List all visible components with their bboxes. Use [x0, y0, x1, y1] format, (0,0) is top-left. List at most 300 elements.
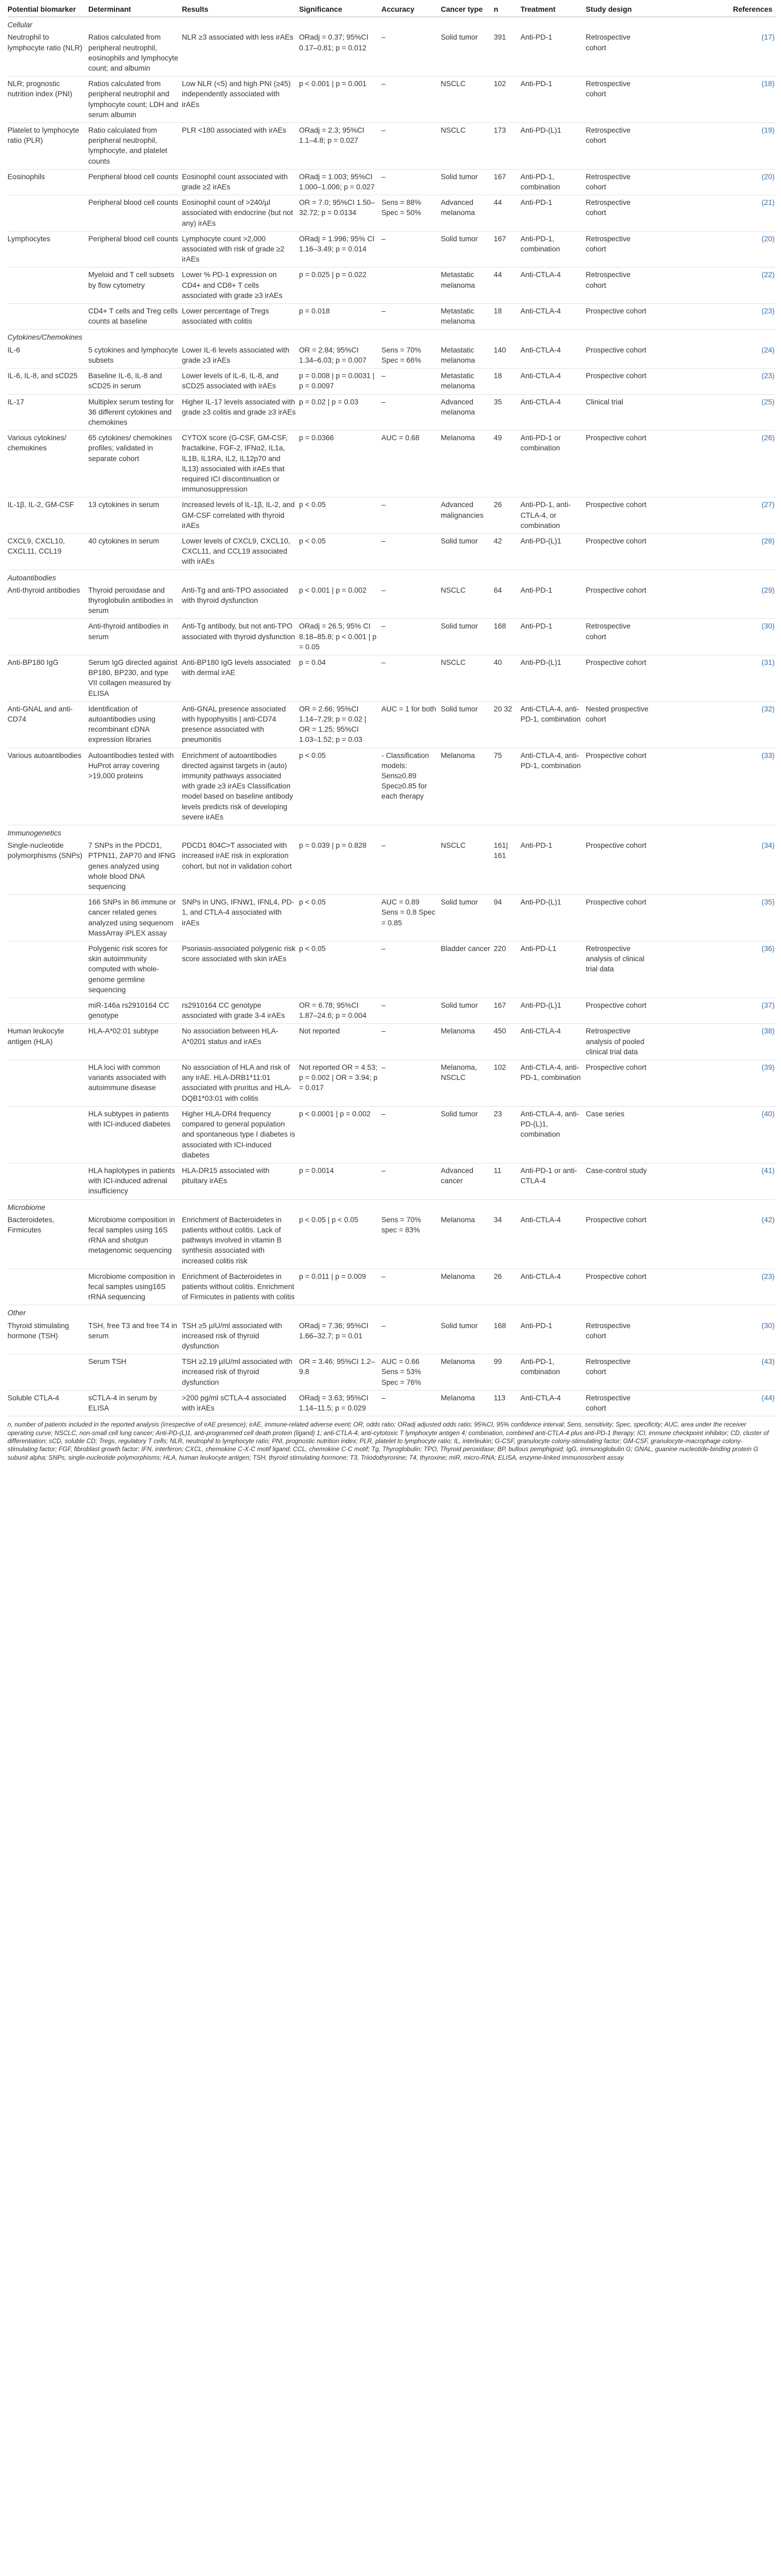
- header-determinant: Determinant: [88, 3, 182, 17]
- cell-significance: p < 0.001 | p = 0.001: [299, 76, 381, 123]
- cell-study-design: Prospective cohort: [586, 895, 655, 941]
- table-row: [7, 941, 776, 998]
- cell-significance: p < 0.05 | p < 0.05: [299, 1213, 381, 1269]
- cell-n: 391: [494, 30, 520, 76]
- cell-significance: Not reported OR = 4.53; p = 0.002 | OR = 3.94; p = 0.017: [299, 1060, 381, 1107]
- reference-link[interactable]: (34): [761, 841, 775, 850]
- cell-biomarker: Single-nucleotide polymorphisms (SNPs): [7, 838, 88, 895]
- cell-biomarker: IL-17: [7, 394, 88, 431]
- cell-cancer-type: Solid tumor: [441, 231, 494, 267]
- cell-treatment: Anti-PD-L1: [520, 941, 586, 998]
- table-body: [7, 17, 776, 1416]
- cell-cancer-type: Melanoma: [441, 1390, 494, 1416]
- cell-significance: p = 0.0014: [299, 1163, 381, 1199]
- section-label: Cytokines/Chemokines: [7, 333, 82, 342]
- cell-reference[interactable]: [655, 304, 776, 329]
- cell-reference[interactable]: [655, 1213, 776, 1269]
- cell-treatment: Anti-PD-(L)1: [520, 123, 586, 170]
- header-n: n: [494, 3, 520, 17]
- cell-cancer-type: Melanoma: [441, 1024, 494, 1060]
- cell-n: 167: [494, 169, 520, 195]
- header-cancer-type: Cancer type: [441, 3, 494, 17]
- cell-accuracy: –: [381, 838, 441, 895]
- reference-link[interactable]: (39): [761, 1063, 775, 1072]
- cell-significance: p = 0.018: [299, 304, 381, 329]
- table-row: [7, 30, 776, 76]
- cell-biomarker: Platelet to lymphocyte ratio (PLR): [7, 123, 88, 170]
- cell-accuracy: AUC = 1 for both: [381, 701, 441, 748]
- cell-significance: ORadj = 1.003; 95%CI 1.000–1.006; p = 0.027: [299, 169, 381, 195]
- cell-accuracy: –: [381, 583, 441, 619]
- cell-study-design: Prospective cohort: [586, 1060, 655, 1107]
- cell-reference[interactable]: [655, 701, 776, 748]
- cell-study-design: Retrospective cohort: [586, 619, 655, 655]
- cell-treatment: Anti-CTLA-4: [520, 267, 586, 304]
- cell-reference[interactable]: [655, 941, 776, 998]
- cell-significance: p < 0.0001 | p = 0.002: [299, 1106, 381, 1163]
- cell-cancer-type: Melanoma: [441, 748, 494, 825]
- cell-biomarker: [7, 1106, 88, 1163]
- cell-treatment: Anti-CTLA-4: [520, 1390, 586, 1416]
- table-row: [7, 1269, 776, 1305]
- cell-accuracy: [381, 267, 441, 304]
- cell-accuracy: –: [381, 1269, 441, 1305]
- cell-n: 42: [494, 533, 520, 570]
- cell-study-design: Retrospective cohort: [586, 169, 655, 195]
- reference-link[interactable]: (36): [761, 945, 775, 953]
- section-label: Autoantibodies: [7, 573, 56, 582]
- cell-significance: ORadj = 1.996; 95% CI 1.16–3.49; p = 0.014: [299, 231, 381, 267]
- cell-accuracy: –: [381, 619, 441, 655]
- cell-determinant: Microbiome composition in fecal samples using 16S rRNA and shotgun metagenomic sequencing: [88, 1213, 182, 1269]
- reference-link[interactable]: (25): [761, 397, 775, 406]
- cell-significance: p < 0.001 | p = 0.002: [299, 583, 381, 619]
- cell-reference[interactable]: [655, 431, 776, 497]
- cell-treatment: Anti-CTLA-4: [520, 304, 586, 329]
- section-label: Microbiome: [7, 1203, 45, 1212]
- reference-link[interactable]: (18): [761, 80, 775, 88]
- cell-treatment: Anti-CTLA-4, anti-PD-1, combination: [520, 701, 586, 748]
- cell-results: TSH ≥2.19 µIU/ml associated with increased risk of thyroid dysfunction: [182, 1354, 299, 1391]
- cell-results: NLR ≥3 associated with less irAEs: [182, 30, 299, 76]
- reference-link[interactable]: (17): [761, 33, 775, 42]
- cell-determinant: HLA haplotypes in patients with ICI-induced adrenal insufficiency: [88, 1163, 182, 1199]
- cell-treatment: Anti-PD-1: [520, 30, 586, 76]
- table-row: [7, 1318, 776, 1354]
- reference-link[interactable]: (41): [761, 1166, 775, 1175]
- cell-cancer-type: Metastatic melanoma: [441, 267, 494, 304]
- table-row: [7, 497, 776, 534]
- cell-study-design: Clinical trial: [586, 394, 655, 431]
- table-row: [7, 304, 776, 329]
- cell-study-design: Prospective cohort: [586, 838, 655, 895]
- section-row: [7, 570, 776, 583]
- cell-results: No association between HLA-A*0201 status and irAEs: [182, 1024, 299, 1060]
- cell-significance: OR = 3.46; 95%CI 1.2–9.8: [299, 1354, 381, 1391]
- cell-n: 44: [494, 195, 520, 232]
- cell-reference[interactable]: [655, 30, 776, 76]
- cell-n: 40: [494, 655, 520, 701]
- cell-study-design: Prospective cohort: [586, 533, 655, 570]
- cell-cancer-type: Solid tumor: [441, 1106, 494, 1163]
- cell-reference[interactable]: [655, 1106, 776, 1163]
- reference-link[interactable]: (22): [761, 271, 775, 279]
- cell-cancer-type: Solid tumor: [441, 169, 494, 195]
- cell-biomarker: [7, 1060, 88, 1107]
- cell-study-design: Case series: [586, 1106, 655, 1163]
- cell-n: 35: [494, 394, 520, 431]
- cell-n: 220: [494, 941, 520, 998]
- cell-results: Anti-BP180 IgG levels associated with dermal irAE: [182, 655, 299, 701]
- cell-study-design: Prospective cohort: [586, 304, 655, 329]
- cell-treatment: Anti-CTLA-4, anti-PD-1, combination: [520, 748, 586, 825]
- table-row: [7, 895, 776, 941]
- reference-link[interactable]: (40): [761, 1109, 775, 1118]
- cell-biomarker: Various cytokines/ chemokines: [7, 431, 88, 497]
- table-row: [7, 123, 776, 170]
- cell-accuracy: AUC = 0.68: [381, 431, 441, 497]
- cell-cancer-type: Metastatic melanoma: [441, 369, 494, 394]
- reference-link[interactable]: (21): [761, 198, 775, 207]
- reference-link[interactable]: (29): [761, 586, 775, 594]
- cell-study-design: Prospective cohort: [586, 431, 655, 497]
- cell-reference[interactable]: [655, 583, 776, 619]
- cell-determinant: Multiplex serum testing for 36 different cytokines and chemokines: [88, 394, 182, 431]
- cell-treatment: Anti-CTLA-4: [520, 1024, 586, 1060]
- biomarker-table: [7, 3, 776, 1416]
- cell-n: 167: [494, 231, 520, 267]
- cell-n: 94: [494, 895, 520, 941]
- header-results: Results: [182, 3, 299, 17]
- cell-biomarker: [7, 195, 88, 232]
- cell-treatment: Anti-PD-1, combination: [520, 169, 586, 195]
- cell-determinant: Ratio calculated from peripheral neutrophil, lymphocyte, and platelet counts: [88, 123, 182, 170]
- cell-determinant: Serum TSH: [88, 1354, 182, 1391]
- header-significance: Significance: [299, 3, 381, 17]
- cell-cancer-type: NSCLC: [441, 123, 494, 170]
- cell-n: 450: [494, 1024, 520, 1060]
- cell-n: 102: [494, 1060, 520, 1107]
- cell-cancer-type: Metastatic melanoma: [441, 343, 494, 369]
- cell-n: 11: [494, 1163, 520, 1199]
- cell-biomarker: [7, 895, 88, 941]
- cell-n: 75: [494, 748, 520, 825]
- table-row: [7, 1106, 776, 1163]
- cell-determinant: Peripheral blood cell counts: [88, 195, 182, 232]
- section-label: Immunogenetics: [7, 829, 62, 838]
- cell-reference[interactable]: [655, 895, 776, 941]
- cell-biomarker: [7, 1163, 88, 1199]
- cell-biomarker: Neutrophil to lymphocyte ratio (NLR): [7, 30, 88, 76]
- reference-link[interactable]: (23): [761, 1272, 775, 1281]
- cell-treatment: Anti-CTLA-4, anti-PD-1, combination: [520, 1060, 586, 1107]
- cell-significance: p = 0.02 | p = 0.03: [299, 394, 381, 431]
- cell-accuracy: –: [381, 1024, 441, 1060]
- reference-link[interactable]: (35): [761, 898, 775, 907]
- cell-reference[interactable]: [655, 195, 776, 232]
- cell-results: Psoriasis-associated polygenic risk score associated with skin irAEs: [182, 941, 299, 998]
- cell-study-design: Retrospective analysis of pooled clinical trial data: [586, 1024, 655, 1060]
- cell-reference[interactable]: [655, 533, 776, 570]
- reference-link[interactable]: (33): [761, 751, 775, 760]
- table-row: [7, 169, 776, 195]
- reference-link[interactable]: (38): [761, 1027, 775, 1036]
- cell-significance: p = 0.039 | p = 0.828: [299, 838, 381, 895]
- cell-reference[interactable]: [655, 998, 776, 1024]
- reference-link[interactable]: (30): [761, 622, 775, 631]
- cell-significance: p < 0.05: [299, 497, 381, 534]
- cell-cancer-type: Advanced melanoma: [441, 195, 494, 232]
- cell-treatment: Anti-PD-1, combination: [520, 1354, 586, 1391]
- table-row: [7, 231, 776, 267]
- cell-determinant: Polygenic risk scores for skin autoimmunity computed with whole-genome germline sequencing: [88, 941, 182, 998]
- reference-link[interactable]: (23): [761, 372, 775, 380]
- cell-biomarker: Lymphocytes: [7, 231, 88, 267]
- cell-determinant: Baseline IL-6, IL-8 and sCD25 in serum: [88, 369, 182, 394]
- section-label: Other: [7, 1309, 26, 1317]
- cell-reference[interactable]: [655, 394, 776, 431]
- cell-study-design: Prospective cohort: [586, 1269, 655, 1305]
- cell-results: Lymphocyte count >2,000 associated with risk of grade ≥2 irAEs: [182, 231, 299, 267]
- cell-cancer-type: Melanoma: [441, 1354, 494, 1391]
- cell-reference[interactable]: [655, 123, 776, 170]
- cell-study-design: Prospective cohort: [586, 1213, 655, 1269]
- cell-reference[interactable]: [655, 231, 776, 267]
- cell-treatment: Anti-CTLA-4: [520, 369, 586, 394]
- cell-significance: p < 0.05: [299, 748, 381, 825]
- cell-determinant: Anti-thyroid antibodies in serum: [88, 619, 182, 655]
- cell-biomarker: Anti-thyroid antibodies: [7, 583, 88, 619]
- header-treatment: Treatment: [520, 3, 586, 17]
- cell-cancer-type: Solid tumor: [441, 30, 494, 76]
- cell-significance: OR = 2.66; 95%CI 1.14–7.29; p = 0.02 | OR = 1.25; 95%CI 1.03–1.52; p = 0.03: [299, 701, 381, 748]
- cell-study-design: Retrospective cohort: [586, 1390, 655, 1416]
- cell-study-design: Retrospective analysis of clinical trial data: [586, 941, 655, 998]
- reference-link[interactable]: (20): [761, 234, 775, 243]
- reference-link[interactable]: (30): [761, 1321, 775, 1330]
- cell-n: 64: [494, 583, 520, 619]
- cell-accuracy: Sens = 70% Spec = 66%: [381, 343, 441, 369]
- cell-cancer-type: Melanoma, NSCLC: [441, 1060, 494, 1107]
- section-row: [7, 825, 776, 839]
- cell-reference[interactable]: [655, 369, 776, 394]
- cell-treatment: Anti-PD-(L)1: [520, 895, 586, 941]
- cell-results: Eosinophil count associated with grade ≥2 irAEs: [182, 169, 299, 195]
- table-row: [7, 583, 776, 619]
- cell-n: 23: [494, 1106, 520, 1163]
- cell-accuracy: –: [381, 533, 441, 570]
- cell-study-design: Retrospective cohort: [586, 267, 655, 304]
- table-row: [7, 76, 776, 123]
- cell-significance: ORadj = 2.3; 95%CI 1.1–4.8; p = 0.027: [299, 123, 381, 170]
- cell-significance: Not reported: [299, 1024, 381, 1060]
- cell-determinant: Peripheral blood cell counts: [88, 231, 182, 267]
- reference-link[interactable]: (23): [761, 307, 775, 316]
- cell-study-design: Prospective cohort: [586, 497, 655, 534]
- cell-study-design: Retrospective cohort: [586, 30, 655, 76]
- cell-study-design: Prospective cohort: [586, 343, 655, 369]
- cell-reference[interactable]: [655, 1024, 776, 1060]
- table-row: [7, 343, 776, 369]
- cell-study-design: Retrospective cohort: [586, 1318, 655, 1354]
- cell-biomarker: IL-6, IL-8, and sCD25: [7, 369, 88, 394]
- cell-reference[interactable]: [655, 619, 776, 655]
- cell-significance: ORadj = 3.63; 95%CI 1.14–11.5; p = 0.029: [299, 1390, 381, 1416]
- cell-biomarker: [7, 267, 88, 304]
- cell-study-design: Retrospective cohort: [586, 1354, 655, 1391]
- cell-accuracy: –: [381, 30, 441, 76]
- cell-accuracy: –: [381, 76, 441, 123]
- section-row: [7, 329, 776, 343]
- section-label: Cellular: [7, 21, 33, 29]
- reference-link[interactable]: (42): [761, 1215, 775, 1224]
- cell-treatment: Anti-CTLA-4: [520, 1269, 586, 1305]
- cell-treatment: Anti-PD-1: [520, 76, 586, 123]
- cell-significance: ORadj = 26.5; 95% CI 8.18–85.8; p < 0.001 | p = 0.05: [299, 619, 381, 655]
- cell-biomarker: [7, 941, 88, 998]
- reference-link[interactable]: (19): [761, 126, 775, 135]
- cell-treatment: Anti-PD-(L)1: [520, 533, 586, 570]
- table-footnote: n, number of patients included in the reported analysis (irrespective of irAE presence); irAE, immune-related adverse event; OR, odds ratio; ORadj adjusted odds ratio; 95%CI, 95% confidence interval; Sens, sensitivity; Spec, specificity; AUC, area under the receiver operating curve; NSCLC, non-small cell lung cancer; Anti-PD-(L)1, anti-programmed cell death protein (ligand) 1; anti-CTLA-4, anti-cytotoxic T lymphocyte antigen 4; combination, combined anti-CTLA-4 plus anti-PD-1 therapy; ICI, immune checkpoint inhibitor; CD, cluster of differentiation; sCD, soluble CD; Tregs, regulatory T cells; NLR, neutrophil to lymphocyte ratio; PNI, prognostic nutrition index; PLR, platelet to lymphocyte ratio; IL, interleukin; G-CSF, granulocyte colony-stimulating factor; GM-CSF, granulocyte-macrophage colony-stimulating factor; FGF, fibroblast growth factor; IFN, interferon; CXCL, chemokine C-X-C motif ligand; CCL, chemokine C-C motif; Tg, Thyroglobulin; TPO, Thyroid peroxidase; BP, bullous pemphigoid; IgG, immunoglobulin G; GNAL, guanine nucleotide-binding protein G subunit alpha; SNPs, single-nucleotide polymorphisms; HLA, human leukocyte antigen; TSH, thyroid stimulating hormone; T3, Triiodothyronine; T4, thyroxine; miR, micro-RNA; ELISA, enzyme-linked immunosorbent assay.: [7, 1421, 769, 1461]
- cell-determinant: 7 SNPs in the PDCD1, PTPN11, ZAP70 and IFNG genes analyzed using whole blood DNA sequencing: [88, 838, 182, 895]
- cell-results: >200 pg/ml sCTLA-4 associated with irAEs: [182, 1390, 299, 1416]
- section-row: [7, 1305, 776, 1318]
- cell-study-design: Retrospective cohort: [586, 123, 655, 170]
- cell-significance: OR = 2.84; 95%CI 1.34–6.03; p = 0.007: [299, 343, 381, 369]
- cell-n: 102: [494, 76, 520, 123]
- cell-reference[interactable]: [655, 1163, 776, 1199]
- cell-reference[interactable]: [655, 343, 776, 369]
- reference-link[interactable]: (27): [761, 501, 775, 509]
- cell-reference[interactable]: [655, 267, 776, 304]
- cell-treatment: Anti-PD-(L)1: [520, 998, 586, 1024]
- cell-results: rs2910164 CC genotype associated with grade 3-4 irAEs: [182, 998, 299, 1024]
- cell-n: 44: [494, 267, 520, 304]
- reference-link[interactable]: (20): [761, 172, 775, 181]
- cell-results: Enrichment of Bacteroidetes in patients without colitis. Enrichment of Firmicutes in patients with colitis: [182, 1269, 299, 1305]
- table-row: [7, 369, 776, 394]
- cell-accuracy: –: [381, 1060, 441, 1107]
- cell-n: 140: [494, 343, 520, 369]
- cell-reference[interactable]: [655, 1354, 776, 1391]
- cell-determinant: Peripheral blood cell counts: [88, 169, 182, 195]
- cell-determinant: HLA loci with common variants associated with autoimmune disease: [88, 1060, 182, 1107]
- cell-reference[interactable]: [655, 497, 776, 534]
- cell-reference[interactable]: [655, 76, 776, 123]
- reference-link[interactable]: (44): [761, 1393, 775, 1402]
- table-row: [7, 619, 776, 655]
- cell-determinant: HLA subtypes in patients with ICI-induced diabetes: [88, 1106, 182, 1163]
- reference-link[interactable]: (43): [761, 1358, 775, 1366]
- cell-accuracy: Sens = 70% spec = 83%: [381, 1213, 441, 1269]
- cell-cancer-type: NSCLC: [441, 76, 494, 123]
- cell-determinant: sCTLA-4 in serum by ELISA: [88, 1390, 182, 1416]
- section-row: [7, 1199, 776, 1213]
- cell-biomarker: NLR; prognostic nutrition index (PNI): [7, 76, 88, 123]
- cell-biomarker: Thyroid stimulating hormone (TSH): [7, 1318, 88, 1354]
- cell-significance: p = 0.008 | p = 0.0031 | p = 0.0097: [299, 369, 381, 394]
- cell-significance: p = 0.0366: [299, 431, 381, 497]
- cell-cancer-type: Melanoma: [441, 1269, 494, 1305]
- reference-link[interactable]: (26): [761, 434, 775, 442]
- cell-determinant: Identification of autoantibodies using recombinant cDNA expression libraries: [88, 701, 182, 748]
- cell-determinant: Thyroid peroxidase and thyroglobulin antibodies in serum: [88, 583, 182, 619]
- reference-link[interactable]: (32): [761, 704, 775, 713]
- cell-reference[interactable]: [655, 1269, 776, 1305]
- cell-determinant: Ratios calculated from peripheral neutrophil and lymphocyte count; LDH and serum albumin: [88, 76, 182, 123]
- reference-link[interactable]: (37): [761, 1001, 775, 1010]
- cell-cancer-type: Metastatic melanoma: [441, 304, 494, 329]
- cell-results: Increased levels of IL-1β, IL-2, and GM-CSF correlated with thyroid irAEs: [182, 497, 299, 534]
- cell-biomarker: Eosinophils: [7, 169, 88, 195]
- section-row: [7, 17, 776, 30]
- cell-accuracy: –: [381, 169, 441, 195]
- cell-n: 168: [494, 1318, 520, 1354]
- cell-reference[interactable]: [655, 838, 776, 895]
- cell-significance: p = 0.025 | p = 0.022: [299, 267, 381, 304]
- cell-biomarker: [7, 619, 88, 655]
- cell-reference[interactable]: [655, 1318, 776, 1354]
- cell-study-design: Case-control study: [586, 1163, 655, 1199]
- cell-reference[interactable]: [655, 655, 776, 701]
- table-row: [7, 1213, 776, 1269]
- table-row: [7, 195, 776, 232]
- cell-accuracy: –: [381, 1163, 441, 1199]
- cell-cancer-type: Advanced melanoma: [441, 394, 494, 431]
- cell-significance: OR = 6.78; 95%CI 1.87–24.6; p = 0.004: [299, 998, 381, 1024]
- table-row: [7, 655, 776, 701]
- cell-biomarker: [7, 304, 88, 329]
- cell-study-design: Nested prospective cohort: [586, 701, 655, 748]
- cell-determinant: Ratios calculated from peripheral neutrophil, eosinophils and lymphocyte count; and albumin: [88, 30, 182, 76]
- reference-link[interactable]: (28): [761, 536, 775, 545]
- header-accuracy: Accuracy: [381, 3, 441, 17]
- cell-study-design: Prospective cohort: [586, 369, 655, 394]
- cell-significance: ORadj = 7.36; 95%CI 1.66–32.7; p = 0.01: [299, 1318, 381, 1354]
- cell-biomarker: Anti-BP180 IgG: [7, 655, 88, 701]
- cell-results: Eosinophil count of >240/µl associated with endocrine (but not any) irAEs: [182, 195, 299, 232]
- cell-determinant: Autoantibodies tested with HuProt array covering >19,000 proteins: [88, 748, 182, 825]
- cell-reference[interactable]: [655, 748, 776, 825]
- table-header: [7, 3, 776, 17]
- cell-reference[interactable]: [655, 1060, 776, 1107]
- cell-treatment: Anti-PD-1: [520, 1318, 586, 1354]
- cell-results: PDCD1 804C>T associated with increased irAE risk in exploration cohort, but not in validation cohort: [182, 838, 299, 895]
- cell-results: HLA-DR15 associated with pituitary irAEs: [182, 1163, 299, 1199]
- cell-biomarker: Bacteroidetes, Firmicutes: [7, 1213, 88, 1269]
- cell-significance: p < 0.05: [299, 941, 381, 998]
- cell-study-design: Retrospective cohort: [586, 231, 655, 267]
- cell-cancer-type: Solid tumor: [441, 1318, 494, 1354]
- cell-cancer-type: Solid tumor: [441, 701, 494, 748]
- cell-significance: OR = 7.0; 95%CI 1.50–32.72; p = 0.0134: [299, 195, 381, 232]
- cell-results: Lower levels of IL-6, IL-8, and sCD25 associated with irAEs: [182, 369, 299, 394]
- table-row: [7, 1390, 776, 1416]
- cell-accuracy: –: [381, 497, 441, 534]
- cell-determinant: CD4+ T cells and Treg cells counts at baseline: [88, 304, 182, 329]
- cell-determinant: HLA-A*02:01 subtype: [88, 1024, 182, 1060]
- cell-reference[interactable]: [655, 169, 776, 195]
- cell-significance: p < 0.05: [299, 533, 381, 570]
- cell-cancer-type: Advanced cancer: [441, 1163, 494, 1199]
- cell-reference[interactable]: [655, 1390, 776, 1416]
- reference-link[interactable]: (24): [761, 346, 775, 354]
- cell-results: Lower IL-6 levels associated with grade ≥3 irAEs: [182, 343, 299, 369]
- cell-results: Higher HLA-DR4 frequency compared to general population and spontaneous type I diabetes is associated with ICI-induced diabetes: [182, 1106, 299, 1163]
- header-references: References: [655, 3, 776, 17]
- cell-n: 34: [494, 1213, 520, 1269]
- reference-link[interactable]: (31): [761, 658, 775, 666]
